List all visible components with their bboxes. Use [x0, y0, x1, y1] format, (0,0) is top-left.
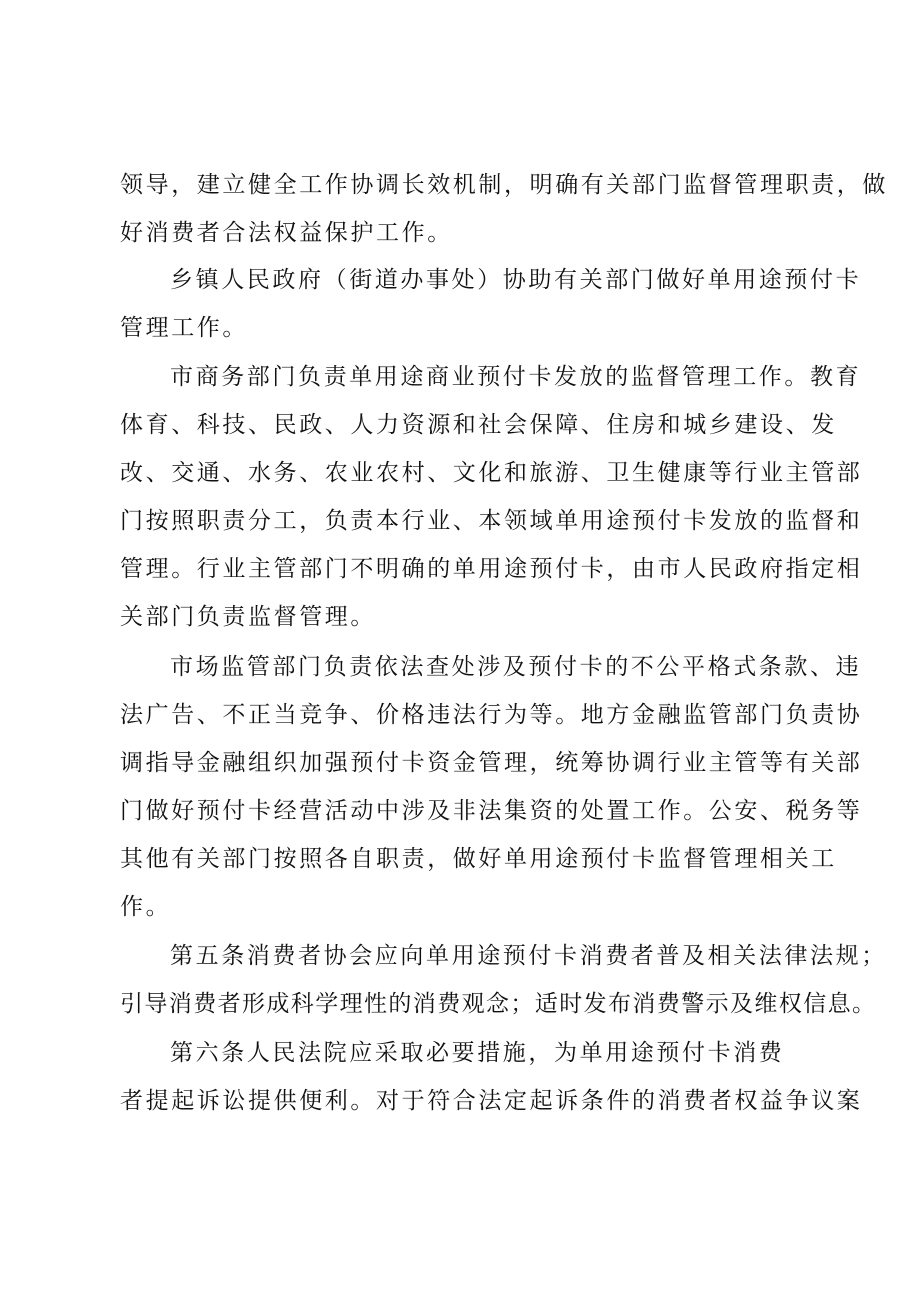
- text-line: 第六条人民法院应采取必要措施，为单用途预付卡消费: [170, 1040, 785, 1066]
- text-line: 改、交通、水务、农业农村、文化和旅游、卫生健康等行业主管部: [120, 460, 863, 486]
- text-line: 体育、科技、民政、人力资源和社会保障、住房和城乡建设、发: [120, 412, 837, 438]
- text-line: 第五条消费者协会应向单用途预付卡消费者普及相关法律法规；: [170, 943, 887, 969]
- text-line: 者提起诉讼提供便利。对于符合法定起诉条件的消费者权益争议案: [120, 1088, 863, 1114]
- text-line: 乡镇人民政府（街道办事处）协助有关部门做好单用途预付卡: [170, 267, 862, 293]
- text-line: 好消费者合法权益保护工作。: [120, 220, 453, 246]
- text-line: 关部门负责监督管理。: [120, 604, 376, 630]
- text-line: 其他有关部门按照各自职责，做好单用途预付卡监督管理相关工: [120, 846, 837, 872]
- text-line: 作。: [120, 894, 172, 920]
- text-line: 市商务部门负责单用途商业预付卡发放的监督管理工作。教育: [170, 364, 862, 390]
- text-line: 调指导金融组织加强预付卡资金管理，统筹协调行业主管等有关部: [120, 750, 863, 776]
- text-line: 管理工作。: [120, 315, 248, 341]
- text-line: 门按照职责分工，负责本行业、本领域单用途预付卡发放的监督和: [120, 508, 863, 534]
- text-line: 法广告、不正当竞争、价格违法行为等。地方金融监管部门负责协: [120, 702, 863, 728]
- text-line: 领导，建立健全工作协调长效机制，明确有关部门监督管理职责，做: [120, 172, 888, 198]
- text-line: 门做好预付卡经营活动中涉及非法集资的处置工作。公安、税务等: [120, 798, 863, 824]
- text-line: 市场监管部门负责依法查处涉及预付卡的不公平格式条款、违: [170, 654, 862, 680]
- text-line: 引导消费者形成科学理性的消费观念；适时发布消费警示及维权信息。: [120, 991, 877, 1017]
- text-line: 管理。行业主管部门不明确的单用途预付卡，由市人民政府指定相: [120, 556, 863, 582]
